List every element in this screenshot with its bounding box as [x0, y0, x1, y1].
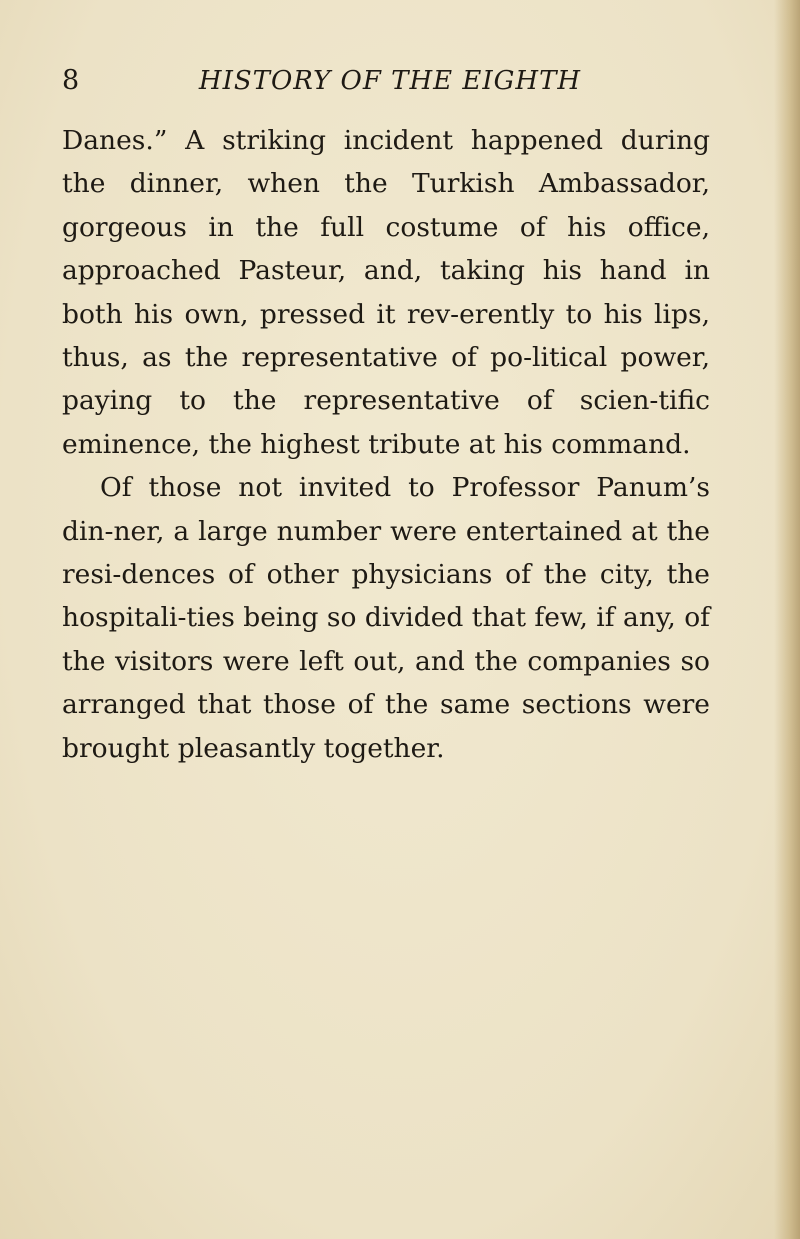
paragraph-1: Danes.” A striking incident happened during the dinner, when the Turkish Ambassador, gorgeous in the full costume of his office, approached Pasteur, and, taking his hand in both his own, pressed it rev-erently to his lips, thus, as the representative of po-litical power, paying to the representative of scien-tific eminence, the highest tribute at his command.: [62, 125, 710, 460]
page-number: 8: [62, 65, 80, 96]
running-title: HISTORY OF THE EIGHTH: [198, 66, 582, 96]
body-text: [62, 119, 710, 770]
paragraph-2: Of those not invited to Professor Panum’s din-ner, a large number were entertained at the resi-dences of other physicians of the city, the hospitali-ties being so divided that few, if any, of the visitors were left out, and the companies so arranged that those of the same sections were brought pleasantly together.: [62, 472, 710, 764]
page-edge-shadow: [774, 0, 800, 1239]
running-head: [0, 58, 800, 98]
